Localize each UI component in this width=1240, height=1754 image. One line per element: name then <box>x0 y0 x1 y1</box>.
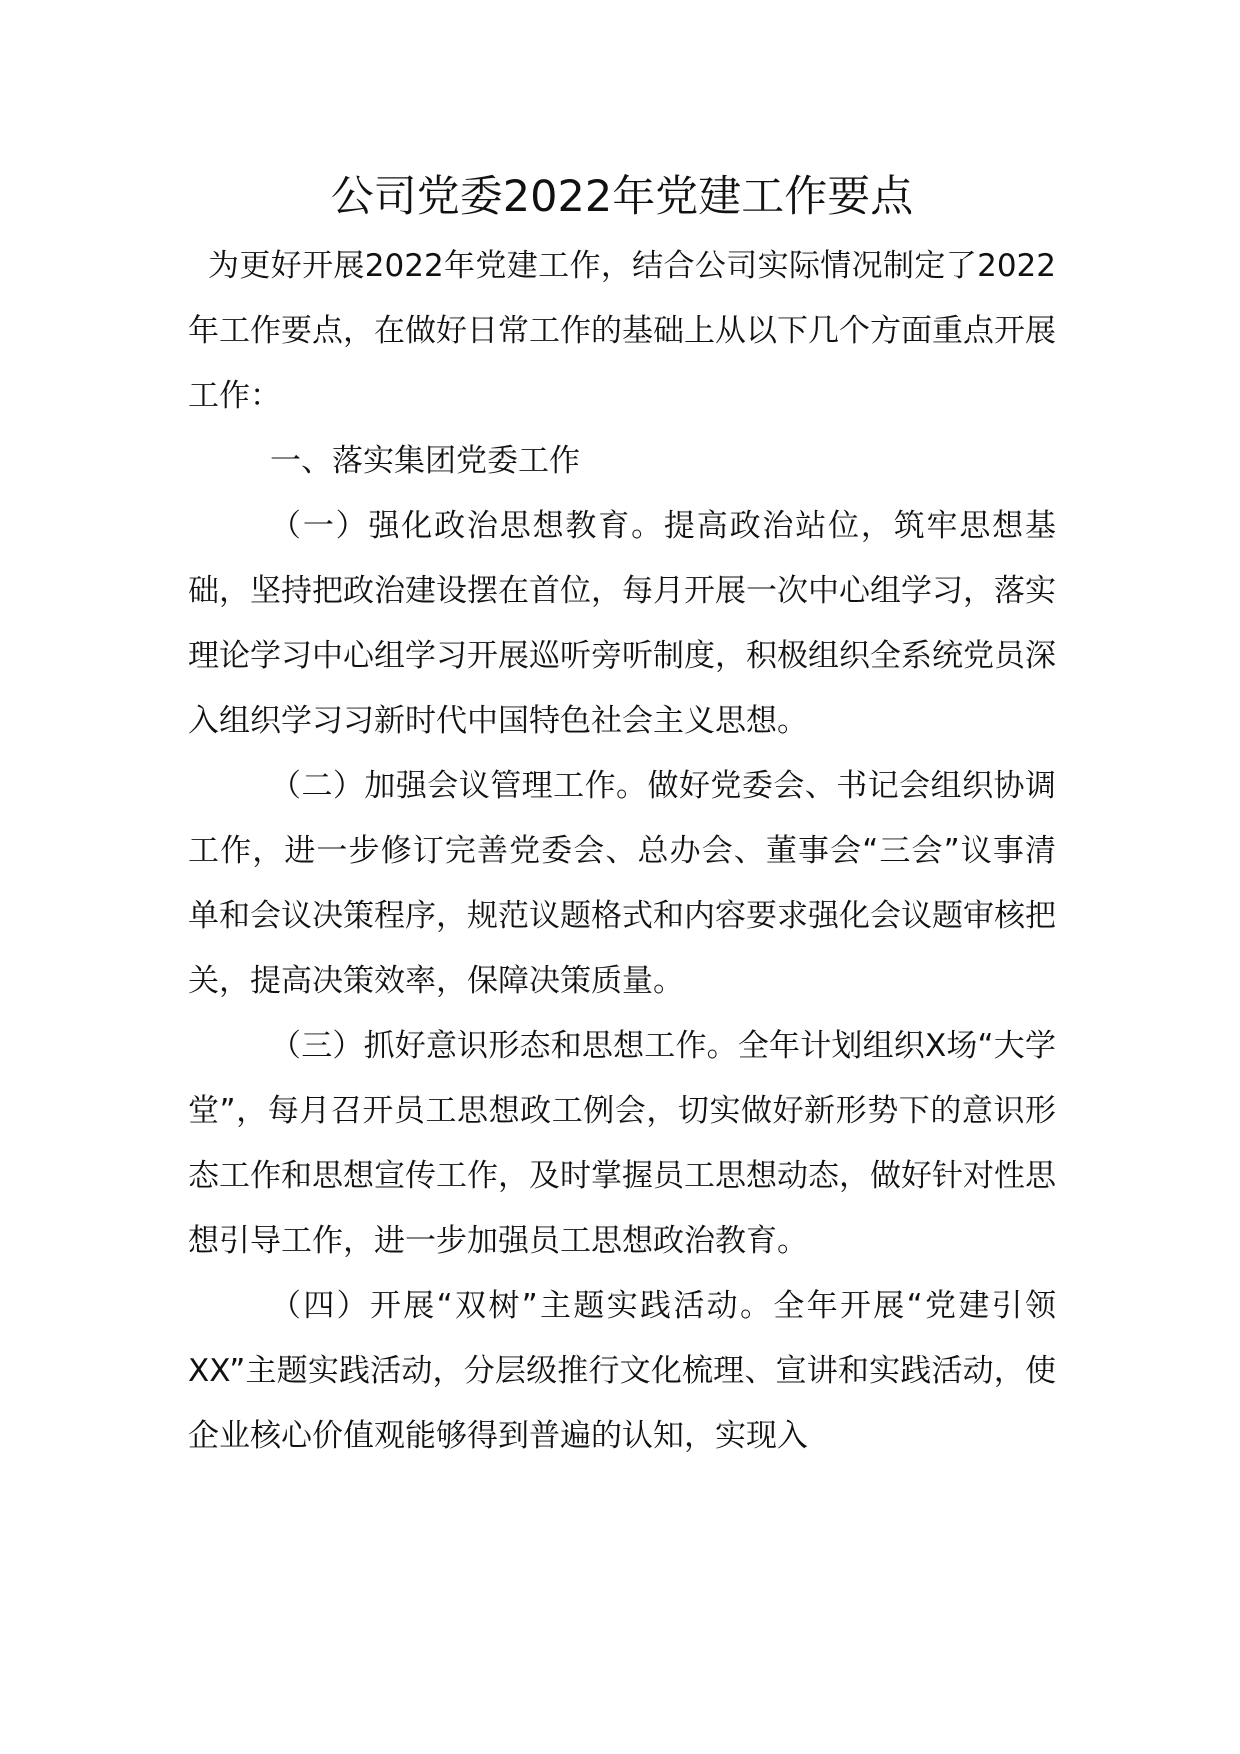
item-paragraph-4: （四）开展“双树”主题实践活动。全年开展“党建引领XX”主题实践活动，分层级推行文化梳理、宣讲和实践活动，使企业核心价值观能够得到普遍的认知，实现入 <box>188 1288 1056 1454</box>
document-body <box>188 160 1056 1469</box>
document-title: 公司党委2022年党建工作要点 <box>330 172 914 222</box>
section-heading-1: 一、落实集团党委工作 <box>270 443 580 479</box>
item-paragraph-1: （一）强化政治思想教育。提高政治站位，筑牢思想基础，坚持把政治建设摆在首位，每月开展一次中心组学习，落实理论学习中心组学习开展巡听旁听制度，积极组织全系统党员深入组织学习习新时代中国特色社会主义思想。 <box>188 508 1056 739</box>
intro-paragraph: 为更好开展2022年党建工作，结合公司实际情况制定了2022年工作要点，在做好日常工作的基础上从以下几个方面重点开展工作： <box>188 248 1056 414</box>
item-paragraph-2: （二）加强会议管理工作。做好党委会、书记会组织协调工作，进一步修订完善党委会、总办会、董事会“三会”议事清单和会议决策程序，规范议题格式和内容要求强化会议题审核把关，提高决策效率，保障决策质量。 <box>188 768 1056 999</box>
item-paragraph-3: （三）抓好意识形态和思想工作。全年计划组织X场“大学堂”，每月召开员工思想政工例会，切实做好新形势下的意识形态工作和思想宣传工作，及时掌握员工思想动态，做好针对性思想引导工作，进一步加强员工思想政治教育。 <box>188 1028 1056 1259</box>
